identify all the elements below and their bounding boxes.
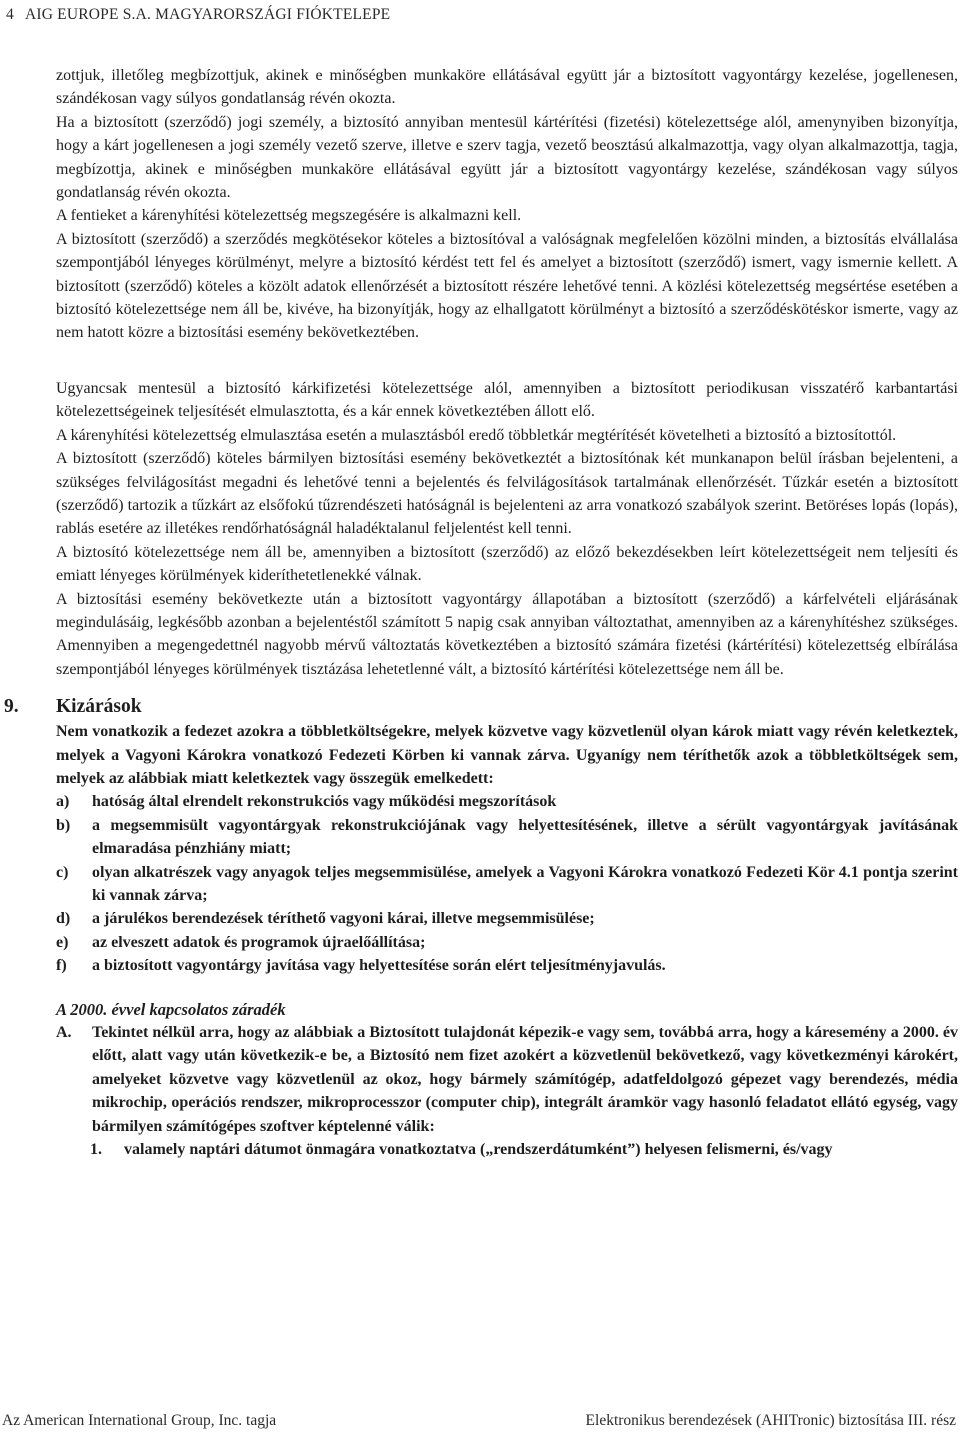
list-label: d)	[56, 910, 71, 928]
list-item	[56, 1138, 958, 1161]
clause-sublist	[56, 1138, 958, 1161]
list-text: Tekintet nélkül arra, hogy az alábbiak a Biztosított tulajdonát képezik-e vagy sem, továbbá arra, hogy a káresemény a 2000. év előtt, alatt vagy után következik-e be, a Biztosító nem fizet azokért a közvetlenül bekövetkező, vagy következményi károkért, amelyeket közvetve vagy közvetlenül az okoz, hogy bármely számítógép, adatfeldolgozó gépezet vagy berendezés, média mikrochip, operációs rendszer, mikroprocesszor (computer chip), integrált áramkör vagy hasonló feladatot ellátó egység, vagy bármilyen számítógépes szoftver képtelenné válik:	[92, 1024, 958, 1135]
clause-title: A 2000. évvel kapcsolatos záradék	[56, 999, 286, 1019]
header-title: AIG EUROPE S.A. MAGYARORSZÁGI FIÓKTELEPE	[24, 6, 391, 23]
list-text: a megsemmisült vagyontárgyak rekonstrukciójának vagy helyettesítésének, illetve a sérült vagyontárgyak javításának elmaradása pénzhiány miatt;	[92, 816, 958, 858]
list-label: A.	[56, 1024, 72, 1042]
list-label: b)	[56, 816, 71, 834]
list-text: olyan alkatrészek vagy anyagok teljes megsemmisülése, amelyek a Vagyoni Károkra vonatkozó Fedezeti Kör 4.1 pontja szerint ki vannak zárva;	[92, 863, 958, 904]
list-item	[56, 790, 958, 813]
footer-right: Elektronikus berendezések (AHITronic) biztosítása III. rész	[585, 1412, 956, 1429]
list-item	[56, 954, 958, 977]
list-label: f)	[56, 957, 67, 975]
exclusion-list	[56, 790, 958, 977]
list-label: 1.	[90, 1141, 102, 1159]
clause-list	[56, 1021, 958, 1138]
paragraph-notification: A biztosított (szerződő) köteles bármilyen biztosítási esemény bekövetkeztét a biztosítónak két munkanapon belül írásban bejelenteni, a szükséges felvilágosítást megadni és lehetővé tenni a bejelentés és felvilágosítások tartalmának ellenőrzését. Tűzkár esetén a biztosított (szerződő) tartozik a tűzkárt az elsőfokú tűzrendészeti hatóságnál is bejelenteni az arra vonatkozó szabályok szerint. Betöréses lopás (lopás), rablás esetére az illetékes rendőrhatóságnál haladéktalanul feljelentést kell tenni.	[56, 450, 958, 538]
paragraph-obligation: A biztosító kötelezettsége nem áll be, amennyiben a biztosított (szerződő) az előző bekezdésekben leírt kötelezettségeit nem teljesíti és emiatt lényeges körülmények kideríthetetlenekké válnak.	[56, 543, 958, 585]
paragraph-maintenance: Ugyancsak mentesül a biztosító kárkifizetési kötelezettsége alól, amennyiben a biztosított periodikusan visszatérő karbantartási kötelezettségeinek teljesítését elmulasztotta, és a kár ennek következtében állott elő.	[56, 379, 958, 421]
section-title: Kizárások	[56, 696, 142, 718]
list-item	[56, 907, 958, 930]
page-header	[6, 6, 390, 24]
paragraph-mitigation-breach: A fentieket a kárenyhítési kötelezettség megszegésére is alkalmazni kell.	[56, 207, 522, 225]
paragraph-loss-assessment: A biztosítási esemény bekövetkezte után a biztosított vagyontárgy állapotában a biztosított (szerződő) a kárfelvételi eljárásának megindulásáig, legkésőbb azonban a bejelentéstől számított 5 napig csak annyiban változtathat, amennyiben az a kárenyhítéshez szükséges. Amennyiben a megengedettnél nagyobb mérvű változtatás következtében a biztosító számára fizetési (kártérítési) kötelezettség elbírálása szempontjából lényeges körülmények tisztázása lehetetlenné vált, a biztosító kártérítési kötelezettsége nem áll be.	[56, 590, 958, 678]
list-item	[56, 931, 958, 954]
list-item	[56, 861, 958, 908]
list-item	[56, 814, 958, 861]
list-text: az elveszett adatok és programok újraelőállítása;	[92, 933, 426, 951]
list-text: valamely naptári dátumot önmagára vonatkoztatva („rendszerdátumként”) helyesen felismerni, és/vagy	[124, 1141, 833, 1159]
list-item	[56, 1021, 958, 1138]
list-text: a járulékos berendezések téríthető vagyoni kárai, illetve megsemmisülése;	[92, 910, 595, 928]
paragraph-disclosure: A biztosított (szerződő) a szerződés megkötésekor köteles a biztosítóval a valóságnak megfelelően közölni minden, a biztosítás elvállalása szempontjából lényeges körülményt, melyre a biztosító kérdést tett fel és amelyet a biztosított (szerződő) ismert, vagy ismernie kellett. A biztosított (szerződő) köteles a közölt adatok ellenőrzését a biztosított részére lehetővé tenni. A közlési kötelezettség megsértése esetében a biztosító kötelezettsége nem áll be, kivéve, ha bizonyítják, hogy az elhallgatott körülményt a biztosító a szerződéskötéskor ismerte, vagy az nem hatott közre a biztosítási esemény bekövetkeztében.	[56, 230, 958, 342]
paragraph-mitigation-failure: A kárenyhítési kötelezettség elmulasztása esetén a mulasztásból eredő többletkár megtérítését követelheti a biztosító a biztosítottól.	[56, 426, 897, 444]
footer-left: Az American International Group, Inc. tagja	[2, 1412, 277, 1429]
list-label: e)	[56, 933, 69, 951]
section-number: 9.	[4, 696, 19, 718]
page-number: 4	[6, 6, 14, 23]
spacer	[56, 681, 958, 695]
section-heading	[4, 695, 958, 719]
list-label: c)	[56, 863, 69, 881]
list-text: a biztosított vagyontárgy javítása vagy helyettesítése során elért teljesítményjavulás.	[92, 957, 666, 975]
list-label: a)	[56, 793, 70, 811]
section-intro: Nem vonatkozik a fedezet azokra a többletköltségekre, melyek közvetve vagy közvetlenül olyan károk miatt vagy révén keletkeztek, melyek a Vagyoni Károkra vonatkozó Fedezeti Körben ki vannak zárva. Ugyanígy nem téríthetők azok a többletköltségek sem, melyek az alábbiak miatt keletkeztek vagy összegük emelkedett:	[56, 723, 958, 787]
page-content	[4, 64, 958, 1161]
spacer	[56, 978, 958, 998]
paragraph-legal-entity: Ha a biztosított (szerződő) jogi személy, a biztosító annyiban mentesül kártérítési (fizetési) kötelezettsége alól, amenynyiben bizonyítja, hogy a kárt jogellenesen a jogi személy vezető szerve, illetve e szerv tagja, vezető beosztású alkalmazottja, vagy olyan alkalmazottja, tagja, megbízottja, akinek e minőségben munkaköre ellátásával együtt jár a biztosított vagyontárgy kezelése, szándékosan vagy súlyos gondatlanság révén okozta.	[56, 113, 958, 202]
list-text: hatóság által elrendelt rekonstrukciós vagy működési megszorítások	[92, 793, 557, 811]
spacer	[56, 345, 958, 377]
paragraph-continuation: zottjuk, illetőleg megbízottjuk, akinek e minőségben munkaköre ellátásával együtt jár a biztosított vagyontárgy kezelése, jogellenesen, szándékosan vagy súlyos gondatlanság révén okozta.	[56, 67, 958, 108]
